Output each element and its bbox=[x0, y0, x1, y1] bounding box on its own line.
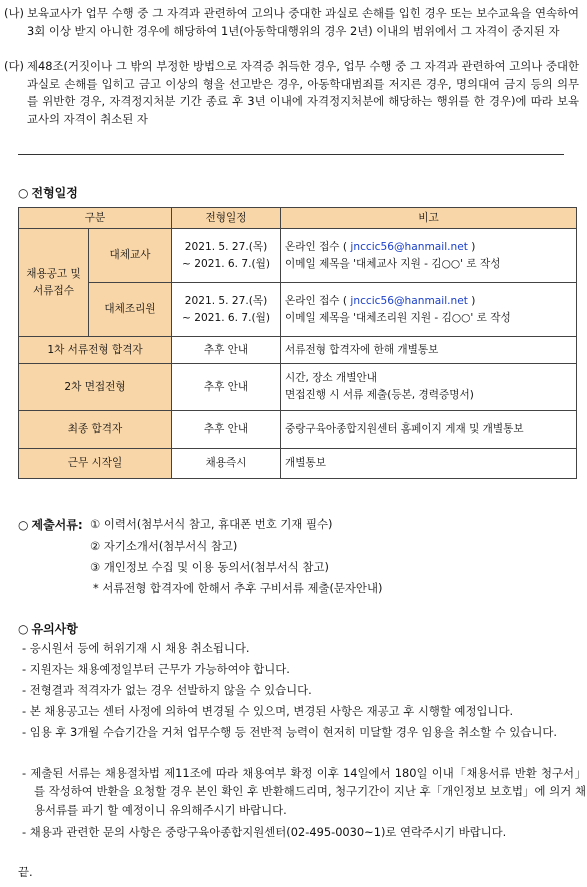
closing-mark: 끝. bbox=[18, 865, 33, 879]
schedule-heading: ○ 전형일정 bbox=[18, 186, 78, 200]
email-link[interactable]: jnccic56@hanmail.net bbox=[350, 240, 468, 253]
circle-bullet-icon: ○ bbox=[18, 186, 29, 200]
date-cell: 채용즉시 bbox=[172, 449, 281, 479]
header-category: 구분 bbox=[19, 208, 172, 229]
circle-bullet-icon: ○ bbox=[18, 518, 29, 532]
table-row bbox=[19, 229, 577, 283]
remark-cell: 서류전형 합격자에 한해 개별통보 bbox=[281, 337, 577, 364]
clause-text: 제48조(거짓이나 그 밖의 부정한 방법으로 자격증 취득한 경우, 업무 수행 중 그 자격과 관련하여 고의나 중대한 과실로 손해를 입히고 금고 이상의 형을 선고받은 경우, 아동학대범죄를 저지른 경우, 명의대여 금지 등의 의무를 위반한 경우, 자격정지처분 기간 종료 후 3년 이내에 자격정지처분에 해당하는 행위를 한 경우)에 따라 보육교사의 자격이 취소된 자 bbox=[27, 59, 579, 126]
header-schedule: 전형일정 bbox=[172, 208, 281, 229]
schedule-table bbox=[18, 207, 577, 479]
table-row bbox=[19, 364, 577, 411]
caution-item: - 전형결과 적격자가 없는 경우 선발하지 않을 수 있습니다. bbox=[22, 683, 312, 697]
remark-cell: 중랑구육아종합지원센터 홈페이지 게재 및 개별통보 bbox=[281, 411, 577, 449]
row-label: 1차 서류전형 합격자 bbox=[19, 337, 172, 364]
clause-marker: (다) bbox=[4, 59, 24, 73]
row-label: 2차 면접전형 bbox=[19, 364, 172, 411]
remark-cell: 온라인 접수 ( jnccic56@hanmail.net ) 이메일 제목을 '대체교사 지원 - 김○○' 로 작성 bbox=[281, 229, 577, 283]
caution-item: - 응시원서 등에 허위기재 시 채용 취소됩니다. bbox=[22, 641, 250, 655]
clause-na bbox=[4, 5, 579, 40]
sub-label: 대체조리원 bbox=[89, 283, 172, 337]
cautions-heading: ○ 유의사항 bbox=[18, 622, 78, 636]
date-cell: 추후 안내 bbox=[172, 364, 281, 411]
caution-item: - 임용 후 3개월 수습기간을 거쳐 업무수행 등 전반적 능력이 현저히 미달할 경우 임용을 취소할 수 있습니다. bbox=[22, 725, 558, 739]
clause-da bbox=[4, 58, 579, 128]
remark-cell: 개별통보 bbox=[281, 449, 577, 479]
remark-cell: 시간, 장소 개별안내 면접진행 시 서류 제출(등본, 경력증명서) bbox=[281, 364, 577, 411]
documents-heading: ○ 제출서류: bbox=[18, 518, 83, 532]
clause-text: 보육교사가 업무 수행 중 그 자격과 관련하여 고의나 중대한 과실로 손해를 입힌 경우 또는 보수교육을 연속하여 3회 이상 받지 아니한 경우에 해당하여 1년(아동학대행위의 경우 2년) 이내의 범위에서 그 자격이 중지된 자 bbox=[27, 6, 579, 38]
table-row bbox=[19, 411, 577, 449]
row-label: 최종 합격자 bbox=[19, 411, 172, 449]
table-header-row bbox=[19, 208, 577, 229]
header-remarks: 비고 bbox=[281, 208, 577, 229]
caution-item: - 본 채용공고는 센터 사정에 의하여 변경될 수 있으며, 변경된 사항은 재공고 후 시행할 예정입니다. bbox=[22, 704, 514, 718]
divider-line bbox=[18, 154, 564, 155]
date-cell: 추후 안내 bbox=[172, 337, 281, 364]
caution-item: - 채용과 관련한 문의 사항은 중랑구육아종합지원센터(02-495-0030~1)로 연락주시기 바랍니다. bbox=[22, 825, 507, 839]
sub-label: 대체교사 bbox=[89, 229, 172, 283]
remark-cell: 온라인 접수 ( jnccic56@hanmail.net ) 이메일 제목을 '대체조리원 지원 - 김○○' 로 작성 bbox=[281, 283, 577, 337]
caution-item: - 제출된 서류는 채용절차법 제11조에 따라 채용여부 확정 이후 14일에서 180일 이내「채용서류 반환 청구서」를 작성하여 반환을 요청할 경우 본인 확인 후 반환해드리며, 청구기간이 지난 후「개인정보 보호법」에 의거 채용서류를 파기 할 예정이니 유의해주시기 바랍니다. bbox=[22, 766, 586, 817]
table-row bbox=[19, 337, 577, 364]
document-item: ① 이력서(첨부서식 참고, 휴대폰 번호 기재 필수) bbox=[90, 517, 333, 531]
document-item: * 서류전형 합격자에 한해서 추후 구비서류 제출(문자안내) bbox=[93, 581, 383, 595]
date-cell: 2021. 5. 27.(목) ~ 2021. 6. 7.(월) bbox=[172, 229, 281, 283]
table-row bbox=[19, 449, 577, 479]
group-label: 채용공고 및 서류접수 bbox=[19, 229, 89, 337]
document-item: ③ 개인정보 수집 및 이용 동의서(첨부서식 참고) bbox=[90, 560, 329, 574]
date-cell: 추후 안내 bbox=[172, 411, 281, 449]
document-item: ② 자기소개서(첨부서식 참고) bbox=[90, 539, 238, 553]
date-cell: 2021. 5. 27.(목) ~ 2021. 6. 7.(월) bbox=[172, 283, 281, 337]
table-row bbox=[19, 283, 577, 337]
caution-item: - 지원자는 채용예정일부터 근무가 가능하여야 합니다. bbox=[22, 662, 290, 676]
clause-marker: (나) bbox=[4, 6, 24, 20]
row-label: 근무 시작일 bbox=[19, 449, 172, 479]
circle-bullet-icon: ○ bbox=[18, 622, 29, 636]
email-link[interactable]: jnccic56@hanmail.net bbox=[350, 294, 468, 307]
